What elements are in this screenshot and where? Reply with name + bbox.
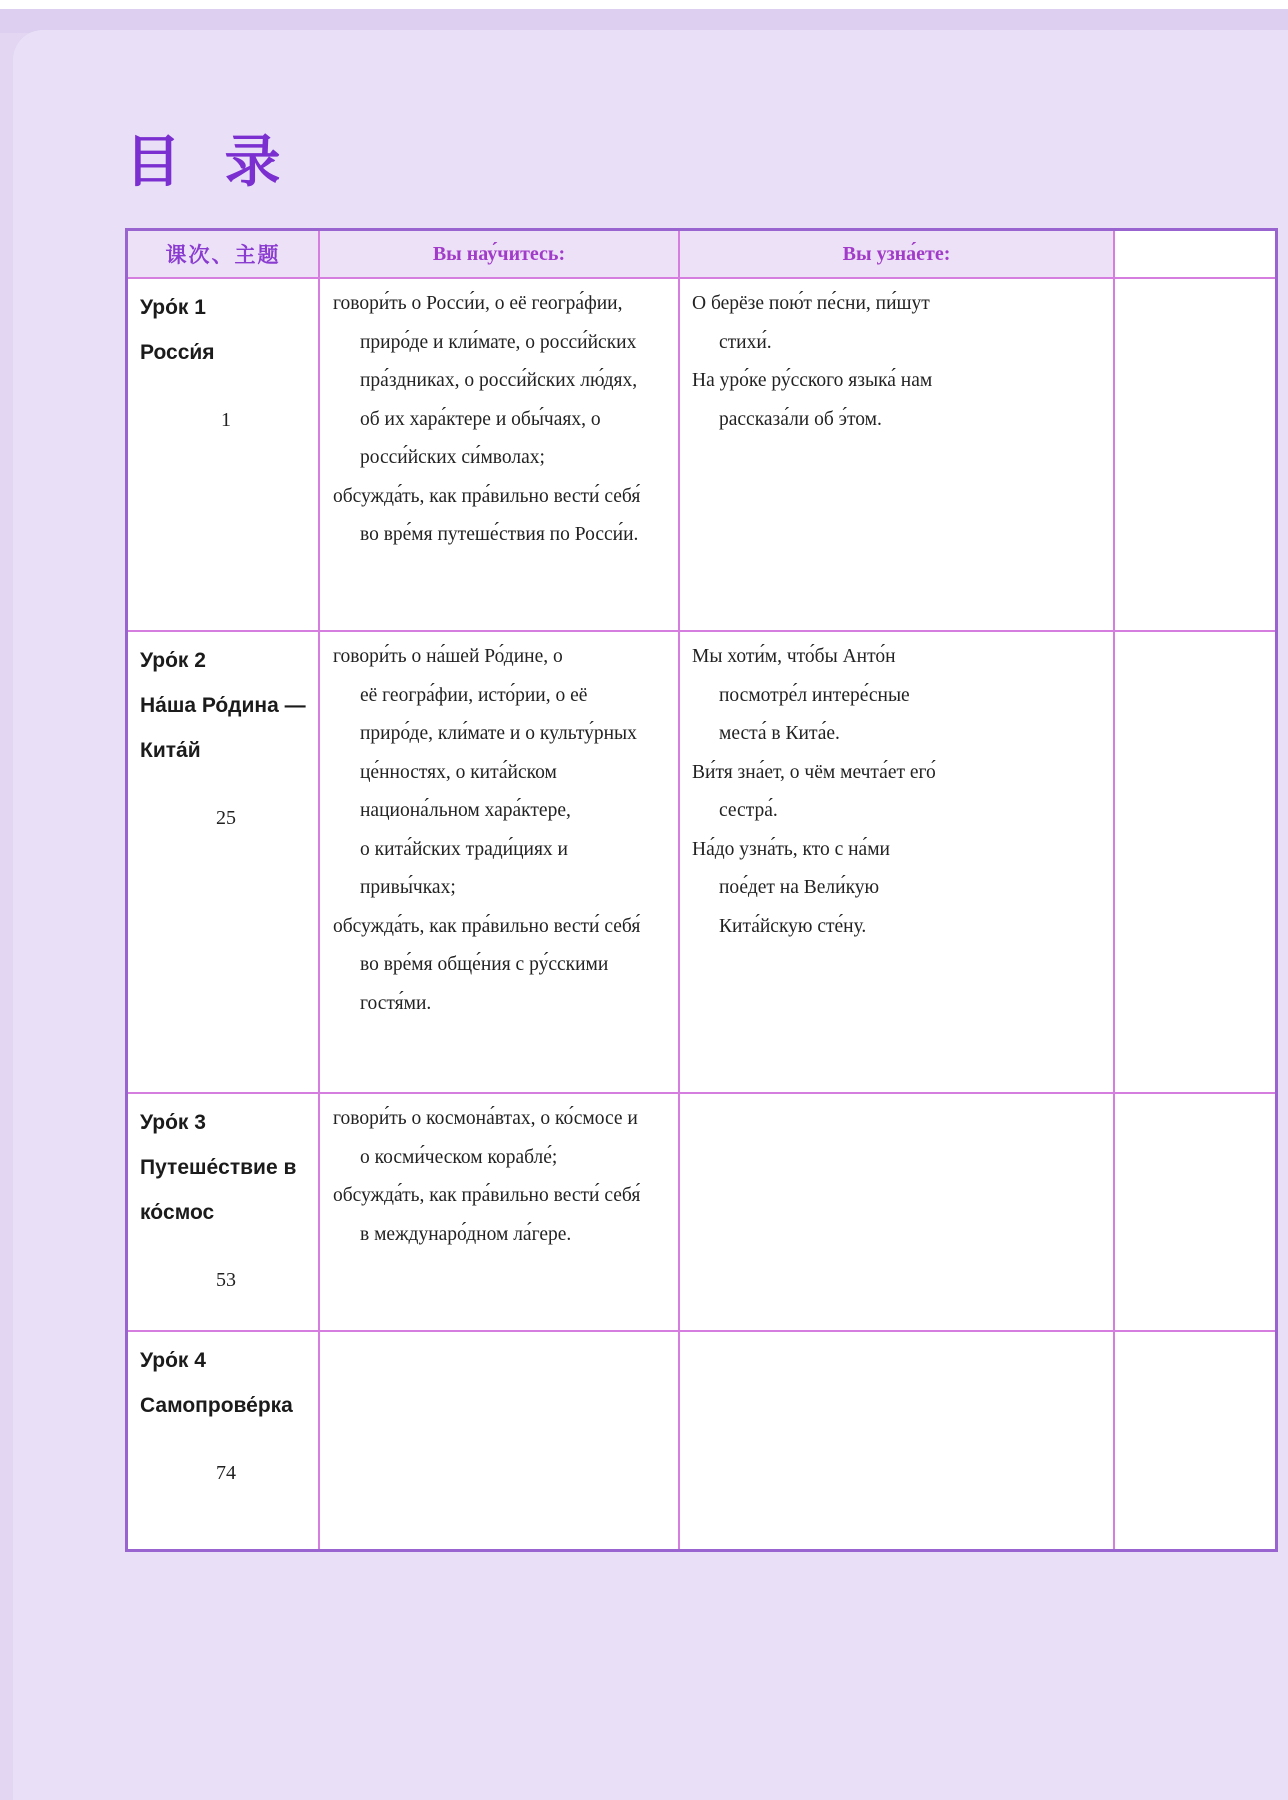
know-line: стихи́. (719, 331, 772, 353)
empty-cell (1115, 1332, 1275, 1549)
empty-cell (1115, 632, 1275, 1094)
learn-line: говори́ть о космона́втах, о ко́смосе и (333, 1108, 638, 1129)
toc-table (125, 228, 1278, 1552)
learn-line: о косми́ческом корабле́; (360, 1146, 558, 1168)
lesson-title-line: Уро́к 2 (140, 649, 206, 672)
lesson-title-line: Кита́й (140, 739, 201, 762)
know-line: Кита́йскую сте́ну. (719, 915, 867, 937)
page-number: 1 (221, 409, 231, 431)
learn-line: её геогра́фии, исто́рии, о её (360, 684, 588, 706)
know-cell (680, 1094, 1115, 1332)
page-number: 74 (216, 1462, 236, 1484)
learn-line: обсужда́ть, как пра́вильно вести́ себя́ (333, 1185, 641, 1206)
page-title: 目 录 (125, 130, 295, 193)
top-white-strip (0, 0, 1288, 9)
lesson-title-line: Самопрове́рка (140, 1394, 293, 1417)
know-cell (680, 279, 1115, 632)
know-line: посмотре́л интере́сные (719, 684, 910, 706)
lesson-title-line: Росси́я (140, 341, 215, 364)
lesson-title-line: Уро́к 3 (140, 1111, 206, 1134)
know-line: места́ в Кита́е. (719, 723, 840, 744)
learn-line: о кита́йских тради́циях и (360, 838, 568, 860)
learn-line: пра́здниках, о росси́йских лю́дях, (360, 370, 638, 391)
know-cell (680, 1332, 1115, 1549)
lesson-cell (128, 632, 320, 1094)
learn-line: росси́йских си́мволах; (360, 447, 545, 468)
know-line: На́до узна́ть, кто с на́ми (692, 838, 890, 860)
lesson-title-line: Уро́к 1 (140, 296, 206, 319)
lesson-cell (128, 279, 320, 632)
learn-line: говори́ть о на́шей Ро́дине, о (333, 646, 563, 667)
page-sheet (13, 30, 1288, 1800)
header-lesson-topic: 课次、主题 (128, 231, 320, 279)
know-line: пое́дет на Вели́кую (719, 877, 880, 898)
learn-line: об их хара́ктере и обы́чаях, о (360, 408, 601, 430)
learn-line: говори́ть о Росси́и, о её геогра́фии, (333, 293, 623, 314)
learn-cell (320, 1094, 680, 1332)
header-empty-column (1115, 231, 1275, 279)
empty-cell (1115, 279, 1275, 632)
header-you-will-learn: Вы нау́читесь: (320, 231, 680, 279)
learn-cell (320, 1332, 680, 1549)
learn-cell (320, 632, 680, 1094)
learn-line: гостя́ми. (360, 992, 432, 1014)
learn-line: приро́де и кли́мате, о росси́йских (360, 331, 637, 353)
learn-line: обсужда́ть, как пра́вильно вести́ себя́ (333, 485, 641, 507)
page-number: 25 (216, 807, 236, 829)
lesson-cell (128, 1094, 320, 1332)
learn-line: во вре́мя путеше́ствия по Росси́и. (360, 524, 639, 545)
lesson-title-line: На́ша Ро́дина — (140, 694, 306, 717)
know-line: На уро́ке ру́сского языка́ нам (692, 370, 933, 391)
learn-line: национа́льном хара́ктере, (360, 800, 571, 821)
learn-line: во вре́мя обще́ния с ру́сскими (360, 954, 609, 975)
header-you-will-find-out: Вы узна́ете: (680, 231, 1115, 279)
know-line: Ви́тя зна́ет, о чём мечта́ет его́ (692, 761, 936, 783)
lesson-title-line: ко́смос (140, 1201, 215, 1224)
learn-line: в междунаро́дном ла́гере. (360, 1223, 572, 1245)
learn-cell (320, 279, 680, 632)
know-line: Мы хоти́м, что́бы Анто́н (692, 646, 896, 667)
learn-line: обсужда́ть, как пра́вильно вести́ себя́ (333, 915, 641, 937)
lesson-title-line: Уро́к 4 (140, 1349, 206, 1372)
learn-line: це́нностях, о кита́йском (360, 761, 557, 783)
learn-line: приро́де, кли́мате и о культу́рных (360, 723, 637, 744)
know-line: сестра́. (719, 800, 778, 821)
page-number: 53 (216, 1269, 236, 1291)
lesson-title-line: Путеше́ствие в (140, 1156, 297, 1179)
know-line: рассказа́ли об э́том. (719, 408, 882, 430)
lesson-cell (128, 1332, 320, 1549)
know-cell (680, 632, 1115, 1094)
learn-line: привы́чках; (360, 877, 456, 898)
empty-cell (1115, 1094, 1275, 1332)
know-line: О берёзе пою́т пе́сни, пи́шут (692, 293, 930, 314)
